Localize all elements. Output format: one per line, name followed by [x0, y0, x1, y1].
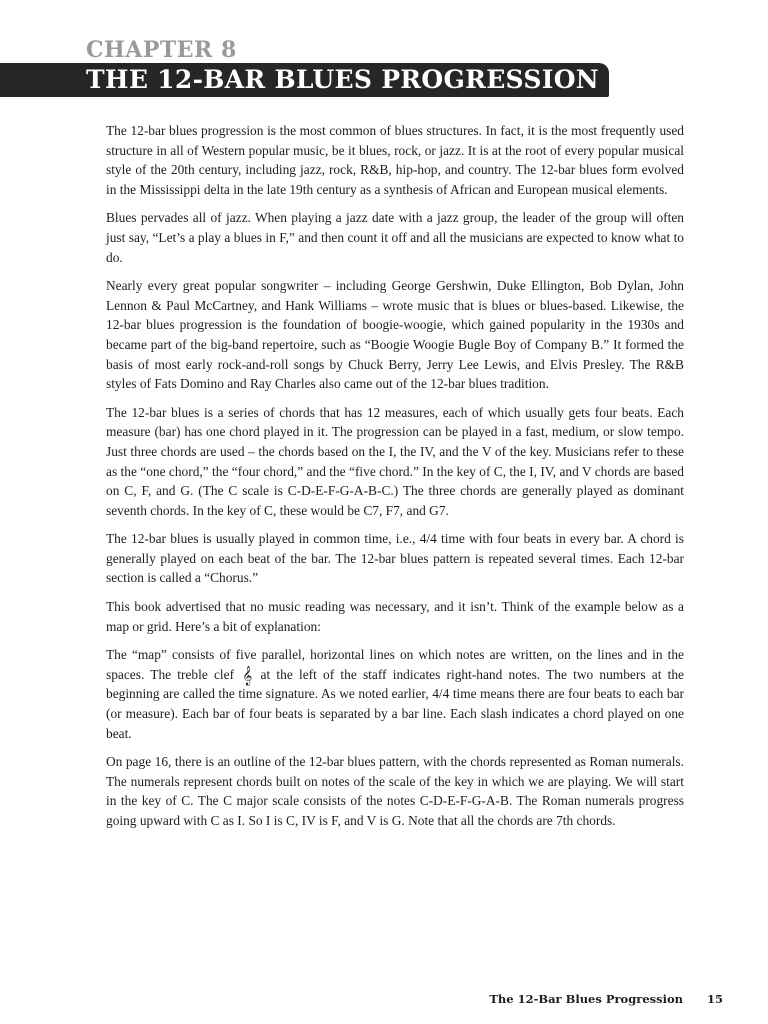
body-text: [106, 121, 684, 840]
chapter-label: CHAPTER 8: [86, 37, 237, 63]
paragraph-songwriters: Nearly every great popular songwriter – including George Gershwin, Duke Ellington, Bob Dylan, John Lennon & Paul McCartney, and Hank Williams – wrote music that is blues or blues-based. Likewise, the 12-bar blues progression is the foundation of boogie-woogie, which gained popularity in the 1930s and became part of the big-band repertoire, such as “Boogie Woogie Bugle Boy of Company B.” It formed the basis of most early rock-and-roll songs by Chuck Berry, Jerry Lee Lewis, and Elvis Presley. The R&B styles of Fats Domino and Ray Charles also came out of the 12-bar blues tradition.: [106, 278, 684, 392]
paragraph-roman-numerals: On page 16, there is an outline of the 12-bar blues pattern, with the chords represented as Roman numerals. The numerals represent chords built on notes of the scale of the key in which we are playing. We will start in the key of C. The C major scale consists of the notes C-D-E-F-G-A-B. The Roman numerals progress going upward with C as I. So I is C, IV is F, and V is G. Note that all the chords are 7th chords.: [106, 754, 684, 828]
paragraph-map-intro: This book advertised that no music reading was necessary, and it isn’t. Think of the example below as a map or grid. Here’s a bit of explanation:: [106, 599, 684, 634]
chapter-title: THE 12-BAR BLUES PROGRESSION: [86, 65, 599, 94]
staff-text-after-clef: at the left of the staff indicates right-hand notes. The two numbers at the beginning are called the time signature. As we noted earlier, 4/4 time means there are four beats to each bar (or measure). Each bar of four beats is separated by a bar line. Each slash indicates a chord played on one beat.: [106, 666, 684, 741]
staff-text-before-clef: The “map” consists of five parallel, horizontal lines on which notes are written, on the lines and in the spaces. The treble clef: [106, 647, 684, 682]
page-number: 15: [707, 992, 724, 1006]
paragraph-common-time: The 12-bar blues is usually played in common time, i.e., 4/4 time with four beats in every bar. A chord is generally played on each beat of the bar. The 12-bar blues pattern is repeated several times. Each 12-bar section is called a “Chorus.”: [106, 531, 684, 586]
paragraph-intro: The 12-bar blues progression is the most common of blues structures. In fact, it is the most frequently used structure in all of Western popular music, be it blues, rock, or jazz. It is at the root of every popular musical style of the 20th century, including jazz, rock, R&B, hip-hop, and country. The 12-bar blues form evolved in the Mississippi delta in the late 19th century as a synthesis of African and European musical elements.: [106, 123, 684, 197]
page-footer: [0, 990, 768, 1008]
running-title: The 12-Bar Blues Progression: [489, 992, 683, 1006]
treble-clef-icon: 𝄞: [242, 665, 253, 686]
paragraph-staff: [106, 645, 684, 743]
paragraph-chords: The 12-bar blues is a series of chords that has 12 measures, each of which usually gets four beats. Each measure (bar) has one chord played in it. The progression can be played in a fast, medium, or slow tempo. Just three chords are used – the chords based on the I, the IV, and the V of the key. Musicians refer to these as the “one chord,” the “four chord,” and the “five chord.” In the key of C, the I, IV, and V chords are based on C, F, and G. (The C scale is C-D-E-F-G-A-B-C.) The three chords are generally played as dominant seventh chords. In the key of C, these would be C7, F7, and G7.: [106, 404, 684, 518]
paragraph-jazz: Blues pervades all of jazz. When playing a jazz date with a jazz group, the leader of the group will often just say, “Let’s a play a blues in F,” and then count it off and all the musicians are expected to know what to do.: [106, 210, 684, 265]
